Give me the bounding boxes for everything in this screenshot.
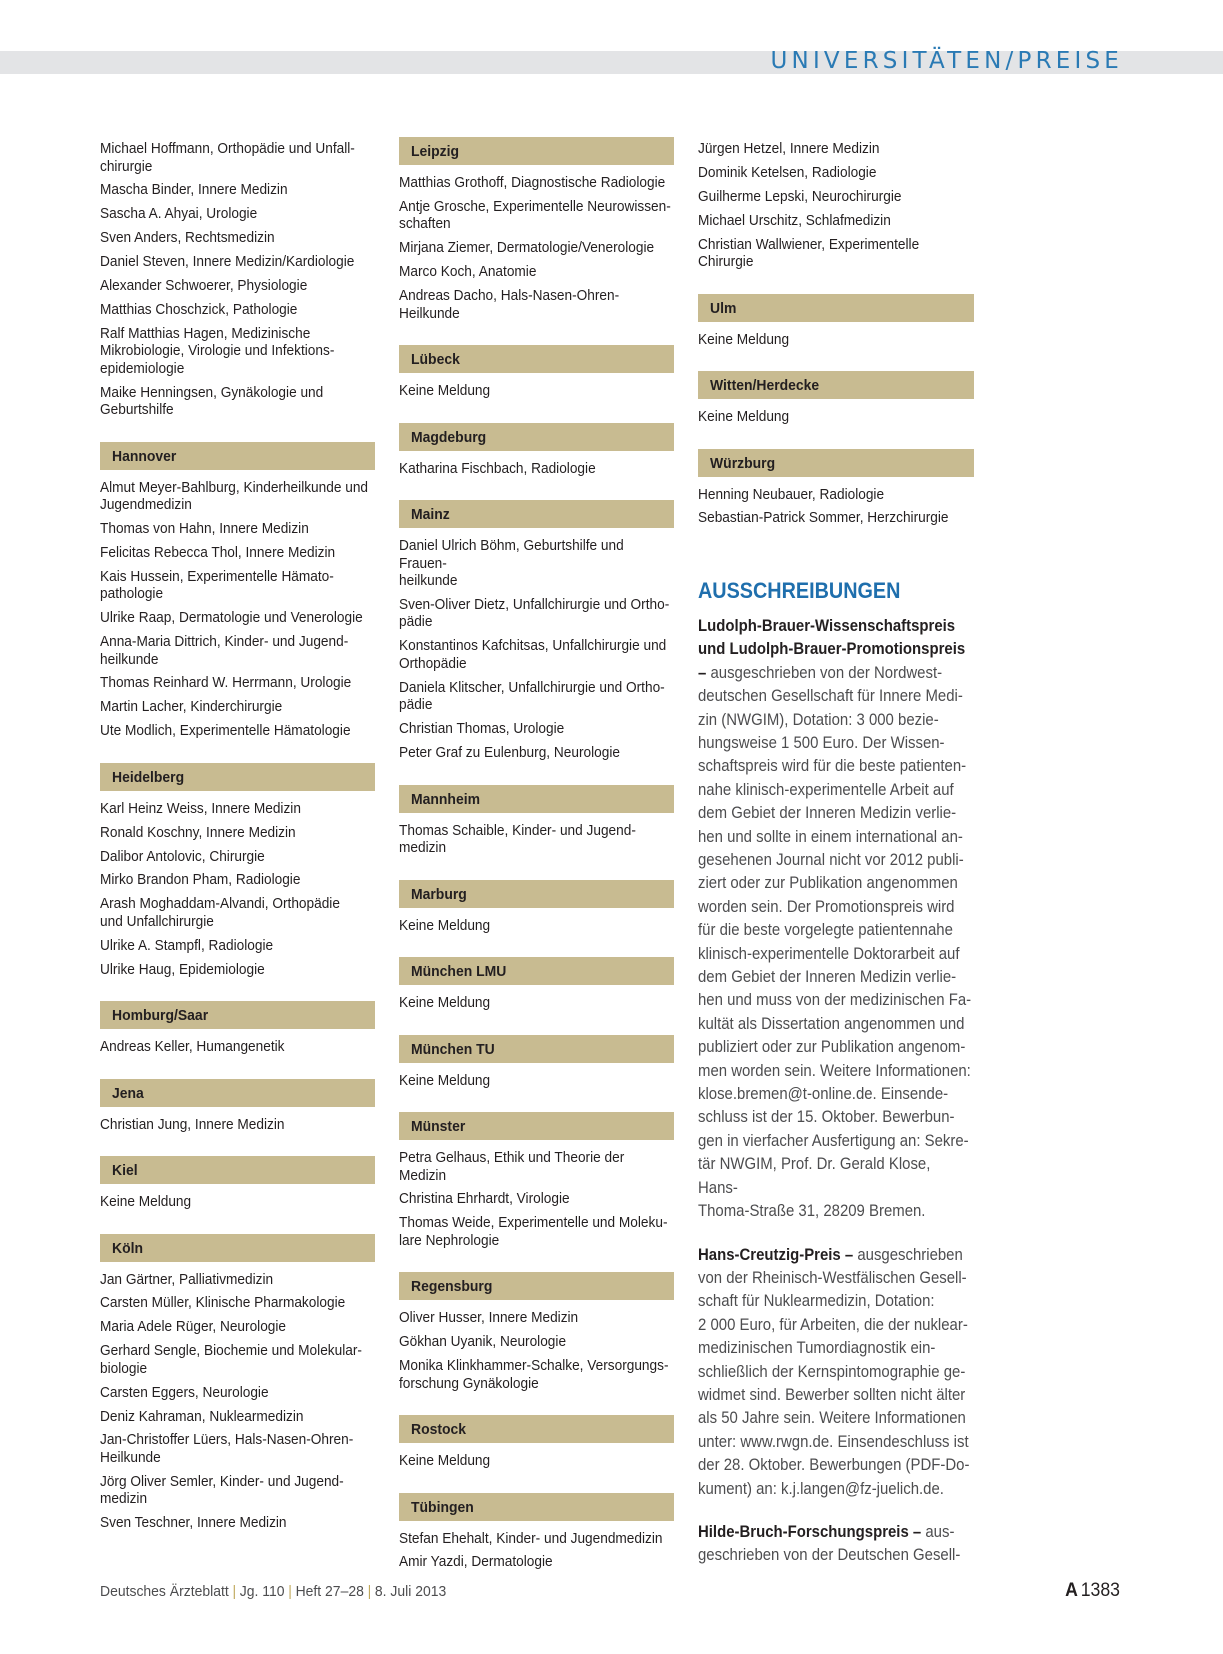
column-3 <box>698 141 974 1587</box>
university-name: Ulm <box>710 299 737 317</box>
university-header <box>399 880 674 908</box>
university-name: Magdeburg <box>411 428 487 446</box>
section-title: UNIVERSITÄTEN/PREISE <box>770 48 1123 74</box>
list-item: Anna-Maria Dittrich, Kinder- und Jugend- heilkunde <box>100 634 349 668</box>
list-item: Petra Gelhaus, Ethik und Theorie der Medizin <box>399 1150 625 1184</box>
list-item: Sebastian-Patrick Sommer, Herzchirurgie <box>698 510 949 527</box>
university-header <box>100 1156 375 1184</box>
page-number-value: 1383 <box>1080 1580 1120 1601</box>
award-text: ausgeschrieben von der Nordwest- deutschen Gesellschaft für Innere Medi- zin (NWGIM), Dotation: 3 000 bezie- hungsweise 1 500 Euro. Der Wissen- schaftspreis wird für die beste patienten- nahe klinisch-experimentelle Arbeit auf dem Gebiet der Inneren Medizin verlie- hen und sollte in einem international an- gesehenen Journal nicht vor 2012 publi- ziert oder zur Publikation angenommen worden sein. Der Promotionspreis wird für die beste vorgelegte patientennahe klinisch-experimentelle Doktorarbeit auf dem Gebiet der Inneren Medizin verlie- hen und muss von der medizinischen Fa- kultät als Dissertation angenommen und publiziert oder zur Publikation angenom- men worden sein. Weitere Informationen: klose.bremen@t-online.de. Einsende- schluss ist der 15. Oktober. Bewerbun- gen in vierfacher Ausfertigung an: Sekre- tär NWGIM, Prof. Dr. Gerald Klose, Hans- Thoma-Straße 31, 28209 Bremen. <box>698 662 972 1221</box>
journal-volume: Jg. 110 <box>239 1583 285 1600</box>
award-paragraph <box>698 1520 974 1567</box>
university-header <box>399 137 674 165</box>
university-name: Leipzig <box>411 143 460 160</box>
list-item: Keine Meldung <box>399 383 491 400</box>
award-text: aus- geschrieben von der Deutschen Gesell- <box>698 1521 961 1565</box>
journal-date: 8. Juli 2013 <box>374 1583 447 1600</box>
university-name: Marburg <box>411 885 467 903</box>
list-item: Mirjana Ziemer, Dermatologie/Venerologie <box>399 240 655 257</box>
list-item: Alexander Schwoerer, Physiologie <box>100 277 308 294</box>
list-item: Daniel Steven, Innere Medizin/Kardiologie <box>100 254 355 271</box>
list-item: Christian Wallwiener, Experimentelle Chirurgie <box>698 236 920 271</box>
university-name: Regensburg <box>411 1278 493 1296</box>
award-title: Hans-Creutzig-Preis – <box>698 1244 854 1264</box>
journal-name: Deutsches Ärzteblatt <box>100 1583 229 1600</box>
award-text: ausgeschrieben von der Rheinisch-Westfälischen Gesell- schaft für Nuklearmedizin, Dotation: 2 000 Euro, für Arbeiten, die der nuklear- medizinischen Tumordiagnostik ein- schließlich der Kernspintomographie ge- widmet sind. Bewerber sollten nicht älter als 50 Jahre sein. Weitere Informationen unter: www.rwgn.de. Einsendeschluss ist der 28. Oktober. Bewerbungen (PDF-Do- kument) an: k.j.langen@fz-juelich.de. <box>698 1244 970 1498</box>
column-2 <box>399 141 674 1578</box>
university-name: München TU <box>411 1040 495 1058</box>
list-item: Sascha A. Ahyai, Urologie <box>100 206 258 223</box>
list-item: Mascha Binder, Innere Medizin <box>100 182 288 199</box>
list-item: Marco Koch, Anatomie <box>399 264 537 281</box>
list-item: Katharina Fischbach, Radiologie <box>399 460 596 477</box>
university-name: Kiel <box>112 1162 138 1180</box>
list-item: Michael Hoffmann, Orthopädie und Unfall- chirurgie <box>100 141 355 175</box>
university-header <box>399 1272 674 1300</box>
university-name: Hannover <box>112 447 177 465</box>
university-header <box>399 1415 674 1443</box>
university-header <box>100 1234 375 1262</box>
list-item: Konstantinos Kafchitsas, Unfallchirurgie und Orthopädie <box>399 638 667 672</box>
university-name: Jena <box>112 1084 144 1102</box>
list-item: Matthias Grothoff, Diagnostische Radiologie <box>399 175 666 191</box>
list-item: Ute Modlich, Experimentelle Hämatologie <box>100 723 351 740</box>
list-item: Stefan Ehehalt, Kinder- und Jugendmedizin <box>399 1530 663 1547</box>
university-name: Rostock <box>411 1421 467 1439</box>
list-item: Arash Moghaddam-Alvandi, Orthopädie und Unfallchirurgie <box>100 896 340 930</box>
list-item: Deniz Kahraman, Nuklearmedizin <box>100 1408 304 1425</box>
list-item: Matthias Choschzick, Pathologie <box>100 301 298 318</box>
university-header <box>698 294 974 322</box>
list-item: Monika Klinkhammer-Schalke, Versorgungs- forschung Gynäkologie <box>399 1358 669 1392</box>
list-item: Carsten Müller, Klinische Pharmakologie <box>100 1295 346 1312</box>
list-item: Amir Yazdi, Dermatologie <box>399 1554 553 1571</box>
list-item: Dominik Ketelsen, Radiologie <box>698 164 877 181</box>
list-item: Sven-Oliver Dietz, Unfallchirurgie und Ortho- pädie <box>399 596 670 631</box>
university-name: Münster <box>411 1118 466 1136</box>
university-header <box>399 1493 674 1521</box>
list-item: Thomas Reinhard W. Herrmann, Urologie <box>100 675 352 692</box>
list-item: Keine Meldung <box>399 1453 491 1470</box>
university-name: Würzburg <box>710 454 776 472</box>
list-item: Ulrike Haug, Epidemiologie <box>100 961 265 978</box>
journal-issue: Heft 27–28 <box>295 1583 364 1600</box>
footer-citation: Deutsches Ärzteblatt | Jg. 110 | Heft 27–28 | 8. Juli 2013 <box>100 1583 447 1600</box>
university-name: Tübingen <box>411 1498 474 1516</box>
university-header <box>399 785 674 813</box>
university-header <box>698 371 974 399</box>
page-prefix: A <box>1065 1580 1078 1601</box>
university-name: München LMU <box>411 963 507 981</box>
awards-list <box>698 614 974 1567</box>
university-header <box>399 1035 674 1063</box>
list-item: Keine Meldung <box>698 409 790 426</box>
list-item: Ronald Koschny, Innere Medizin <box>100 824 296 841</box>
list-item: Mirko Brandon Pham, Radiologie <box>100 872 301 889</box>
university-name: Witten/Herdecke <box>710 377 820 395</box>
university-header <box>698 449 974 477</box>
list-item: Jörg Oliver Semler, Kinder- und Jugend- medizin <box>100 1473 344 1508</box>
award-title: Hilde-Bruch-Forschungspreis – <box>698 1521 922 1541</box>
university-header <box>399 345 674 373</box>
page-number <box>1065 1580 1120 1602</box>
award-paragraph <box>698 1243 974 1500</box>
calls-heading: AUSSCHREIBUNGEN <box>698 577 901 603</box>
list-item: Kais Hussein, Experimentelle Hämato- pathologie <box>100 568 334 603</box>
list-item: Gökhan Uyanik, Neurologie <box>399 1334 567 1351</box>
list-item: Sven Anders, Rechtsmedizin <box>100 230 275 247</box>
list-item: Sven Teschner, Innere Medizin <box>100 1515 287 1532</box>
list-item: Ralf Matthias Hagen, Medizinische Mikrobiologie, Virologie und Infektions- epidemiologie <box>100 325 335 377</box>
list-item: Christina Ehrhardt, Virologie <box>399 1191 570 1208</box>
university-name: Köln <box>112 1239 143 1257</box>
column-1 <box>100 141 375 1539</box>
list-item: Oliver Husser, Innere Medizin <box>399 1310 579 1327</box>
university-name: Mannheim <box>411 790 480 808</box>
list-item: Maike Henningsen, Gynäkologie und Geburtshilfe <box>100 384 324 419</box>
university-header <box>100 763 375 791</box>
list-item: Keine Meldung <box>399 1072 491 1089</box>
list-item: Keine Meldung <box>399 917 491 934</box>
list-item: Thomas Weide, Experimentelle und Moleku- lare Nephrologie <box>399 1215 668 1249</box>
list-item: Guilherme Lepski, Neurochirurgie <box>698 188 902 205</box>
list-item: Daniela Klitscher, Unfallchirurgie und Ortho- pädie <box>399 679 665 714</box>
university-header <box>399 423 674 451</box>
list-item: Dalibor Antolovic, Chirurgie <box>100 848 265 865</box>
column-3-lists <box>698 141 974 528</box>
list-item: Keine Meldung <box>100 1194 192 1211</box>
list-item: Antje Grosche, Experimentelle Neurowissen- schaften <box>399 198 671 233</box>
list-item: Daniel Ulrich Böhm, Geburtshilfe und Frauen- heilkunde <box>399 538 624 590</box>
list-item: Jan Gärtner, Palliativmedizin <box>100 1271 274 1288</box>
list-item: Martin Lacher, Kinderchirurgie <box>100 699 283 716</box>
list-item: Thomas von Hahn, Innere Medizin <box>100 521 309 538</box>
university-name: Mainz <box>411 506 450 524</box>
list-item: Andreas Keller, Humangenetik <box>100 1039 285 1056</box>
list-item: Almut Meyer-Bahlburg, Kinderheilkunde und Jugendmedizin <box>100 479 369 514</box>
university-header <box>399 957 674 985</box>
award-title: Ludolph-Brauer-Wissenschaftspreis und Ludolph-Brauer-Promotionspreis – <box>698 615 966 682</box>
list-item: Thomas Schaible, Kinder- und Jugend- medizin <box>399 822 636 857</box>
list-item: Christian Thomas, Urologie <box>399 721 565 738</box>
list-item: Keine Meldung <box>399 995 491 1012</box>
list-item: Christian Jung, Innere Medizin <box>100 1116 285 1133</box>
list-item: Karl Heinz Weiss, Innere Medizin <box>100 800 301 817</box>
list-item: Jan-Christoffer Lüers, Hals-Nasen-Ohren- Heilkunde <box>100 1432 354 1466</box>
list-item: Ulrike A. Stampfl, Radiologie <box>100 937 274 954</box>
list-item: Gerhard Sengle, Biochemie und Molekular- biologie <box>100 1343 362 1377</box>
list-item: Peter Graf zu Eulenburg, Neurologie <box>399 745 620 762</box>
university-header <box>100 1079 375 1107</box>
list-item: Ulrike Raap, Dermatologie und Venerologie <box>100 610 363 627</box>
list-item: Andreas Dacho, Hals-Nasen-Ohren-Heilkunde <box>399 288 620 322</box>
list-item: Carsten Eggers, Neurologie <box>100 1384 269 1401</box>
university-name: Heidelberg <box>112 768 185 786</box>
list-item: Henning Neubauer, Radiologie <box>698 486 885 503</box>
list-item: Jürgen Hetzel, Innere Medizin <box>698 141 880 157</box>
university-header <box>399 500 674 528</box>
award-paragraph <box>698 614 974 1223</box>
list-item: Maria Adele Rüger, Neurologie <box>100 1319 287 1336</box>
list-item: Michael Urschitz, Schlafmedizin <box>698 212 891 229</box>
university-name: Lübeck <box>411 351 460 369</box>
university-name: Homburg/Saar <box>112 1007 209 1025</box>
university-header <box>100 1001 375 1029</box>
list-item: Felicitas Rebecca Thol, Innere Medizin <box>100 544 336 561</box>
list-item: Keine Meldung <box>698 331 790 348</box>
university-header <box>399 1112 674 1140</box>
university-header <box>100 442 375 470</box>
